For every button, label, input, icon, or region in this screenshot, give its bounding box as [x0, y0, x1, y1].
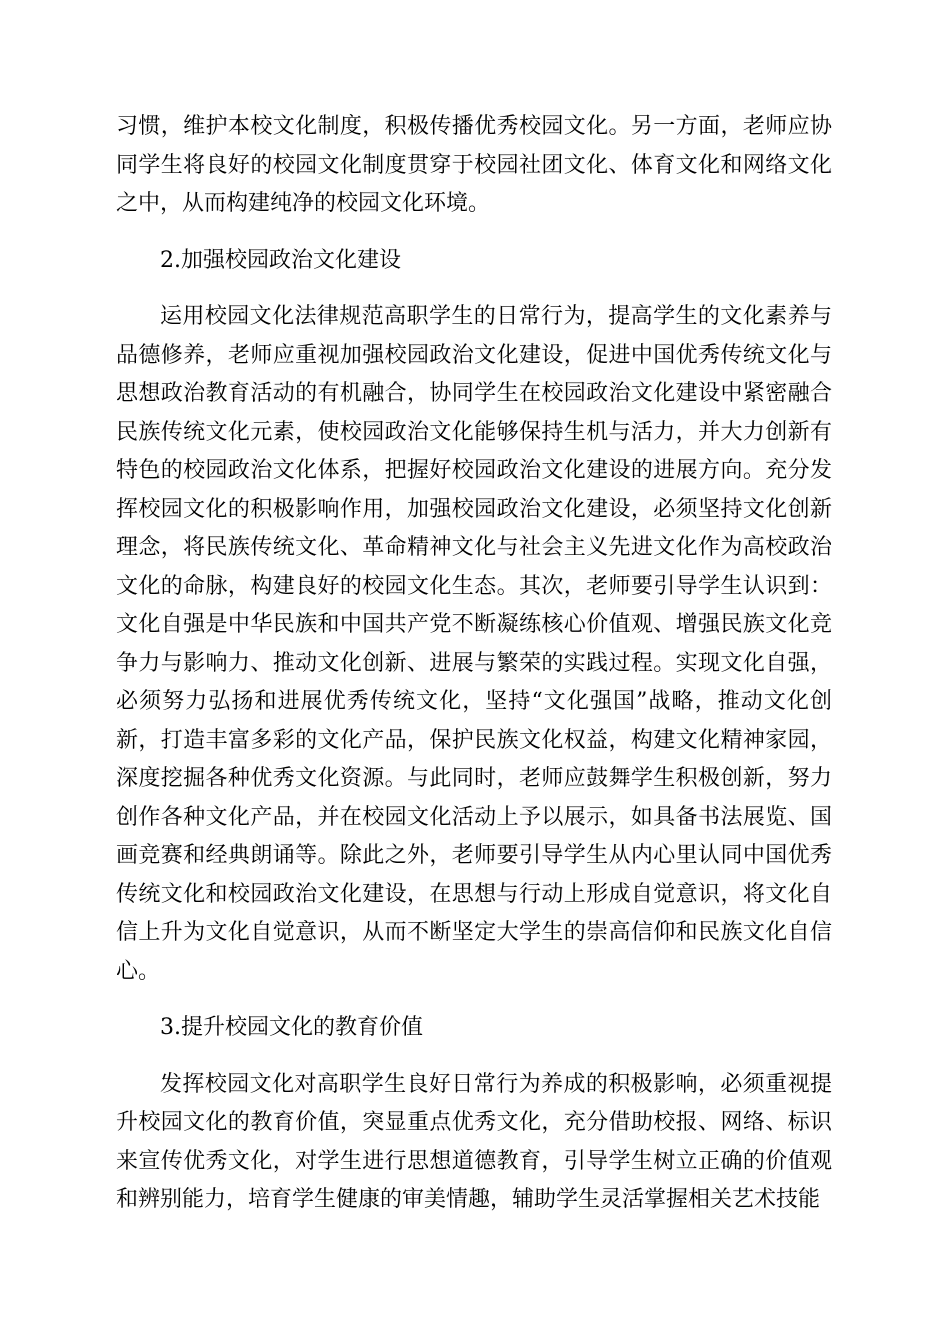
section-heading-3: 3.提升校园文化的教育价值 [160, 1015, 423, 1040]
paragraph-spacer [116, 991, 832, 1009]
document-page [116, 108, 832, 1220]
paragraph-political-culture: 运用校园文化法律规范高职学生的日常行为，提高学生的文化素养与品德修养，老师应重视加强校园政治文化建设，促进中国优秀传统文化与思想政治教育活动的有机融合，协同学生在校园政治文化建设中紧密融合民族传统文化元素，使校园政治文化能够保持生机与活力，并大力创新有特色的校园政治文化体系，把握好校园政治文化建设的进展方向。充分发挥校园文化的积极影响作用，加强校园政治文化建设，必须坚持文化创新理念，将民族传统文化、革命精神文化与社会主义先进文化作为高校政治文化的命脉，构建良好的校园文化生态。其次，老师要引导学生认识到：文化自强是中华民族和中国共产党不断凝练核心价值观、增强民族文化竞争力与影响力、推动文化创新、进展与繁荣的实践过程。实现文化自强，必须努力弘扬和进展优秀传统文化，坚持“文化强国”战略，推动文化创新，打造丰富多彩的文化产品，保护民族文化权益，构建文化精神家园，深度挖掘各种优秀文化资源。与此同时，老师应鼓舞学生积极创新，努力创作各种文化产品，并在校园文化活动上予以展示，如具备书法展览、国画竞赛和经典朗诵等。除此之外，老师要引导学生从内心里认同中国优秀传统文化和校园政治文化建设，在思想与行动上形成自觉意识，将文化自信上升为文化自觉意识，从而不断坚定大学生的崇高信仰和民族文化自信心。 [116, 304, 832, 984]
paragraph-spacer [116, 224, 832, 242]
paragraph-education-value: 发挥校园文化对高职学生良好日常行为养成的积极影响，必须重视提升校园文化的教育价值，突显重点优秀文化，充分借助校报、网络、标识来宣传优秀文化，对学生进行思想道德教育，引导学生树立正确的价值观和辨别能力，培育学生健康的审美情趣，辅助学生灵活掌握相关艺术技能 [116, 1071, 832, 1212]
section-heading-2: 2.加强校园政治文化建设 [160, 247, 401, 273]
paragraph-spacer [116, 280, 832, 298]
paragraph-spacer [116, 1048, 832, 1066]
paragraph-continuation: 习惯，维护本校文化制度，积极传播优秀校园文化。另一方面，老师应协同学生将良好的校园文化制度贯穿于校园社团文化、体育文化和网络文化之中，从而构建纯净的校园文化环境。 [116, 114, 832, 216]
